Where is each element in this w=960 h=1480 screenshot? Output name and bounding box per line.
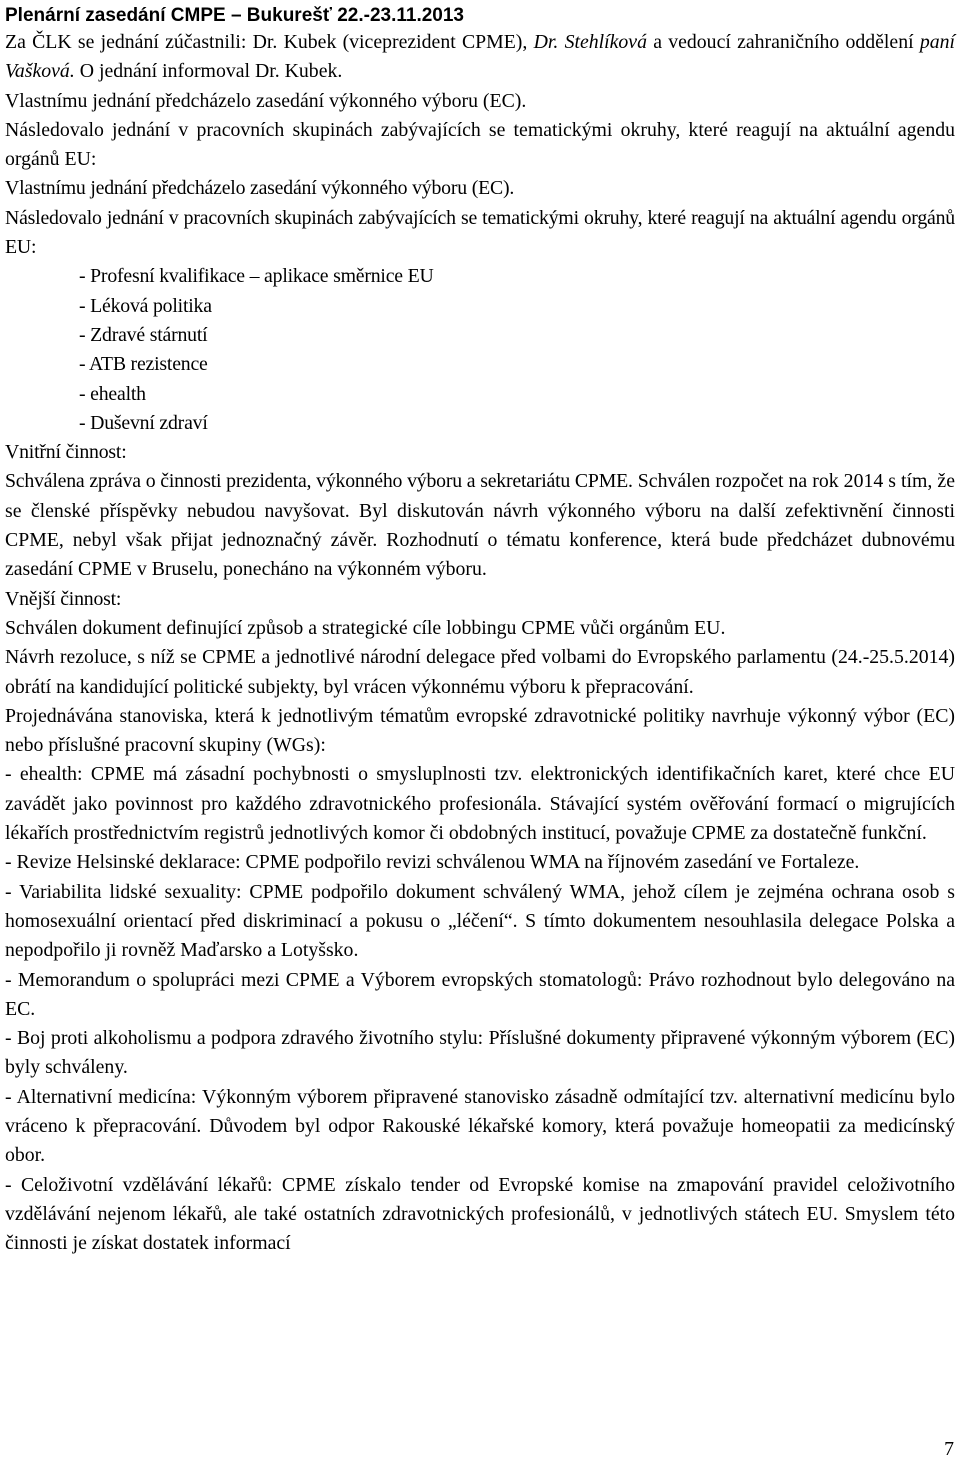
- working-groups-paragraph-1: Následovalo jednání v pracovních skupinách zabývajících se tematickými okruhy, které reagují na aktuální agendu orgánů EU:: [5, 118, 955, 171]
- list-item: - ehealth: [79, 382, 146, 405]
- preceding-paragraph-1: Vlastnímu jednání předcházelo zasedání výkonného výboru (EC).: [5, 89, 527, 112]
- document-page: [5, 0, 955, 1258]
- list-item: - Profesní kvalifikace – aplikace směrnice EU: [79, 265, 434, 288]
- list-item: - Zdravé stárnutí: [79, 323, 208, 346]
- page-title: Plenární zasedání CMPE – Bukurešť 22.-23.11.2013: [5, 5, 464, 26]
- list-item: - Memorandum o spolupráci mezi CPME a Výborem evropských stomatologů: Právo rozhodnout bylo delegováno na EC.: [5, 968, 955, 1020]
- list-item: - Alternativní medicína: Výkonným výborem připravené stanovisko zásadně odmítající tzv. alternativní medicínu bylo vráceno k přepracování. Důvodem byl odpor Rakouské lékařské komory, která považuje homeopatii za medicínský obor.: [5, 1085, 955, 1167]
- list-item: - ehealth: CPME má zásadní pochybnosti o smysluplnosti tzv. elektronických identifikačních karet, které chce EU zavádět jako povinnost pro každého zdravotnického profesionála. Stávající systém ověřování formací o migrujících lékařích prostřednictvím registrů jednotlivých komor či obdobných institucí, považuje CPME za dostatečně funkční.: [5, 763, 955, 845]
- intro-name-vaskova: paní Vašková.: [5, 31, 956, 83]
- intro-text-1: Za ČLK se jednání zúčastnili: Dr. Kubek (viceprezident CPME),: [5, 31, 534, 53]
- internal-paragraph: [5, 467, 955, 584]
- external-paragraph-1: Schválen dokument definující způsob a strategické cíle lobbingu CPME vůči orgánům EU.: [5, 616, 726, 639]
- intro-text-3: O jednání informoval Dr. Kubek.: [74, 60, 343, 83]
- list-item: - Celoživotní vzdělávání lékařů: CPME získalo tender od Evropské komise na zmapování pravidel celoživotního vzdělávání nejenom lékařů, ale také ostatních zdravotnických profesionálů, v jednotlivých státech EU. Smyslem této činnosti je získat dostatek informací: [5, 1173, 955, 1255]
- list-item: - Boj proti alkoholismu a podpora zdravého životního stylu: Příslušné dokumenty připravené výkonným výborem (EC) byly schváleny.: [5, 1027, 955, 1079]
- page-number: 7: [944, 1438, 954, 1460]
- internal-text-1: Schválena zpráva o činnosti prezidenta, výkonného výboru a sekretariátu CPME.: [5, 470, 633, 493]
- intro-text-2: a vedoucí zahraničního oddělení: [646, 31, 920, 53]
- working-groups-paragraph-2: Následovalo jednání v pracovních skupinách zabývajících se tematickými okruhy, které reagují na aktuální agendu orgánů EU:: [5, 206, 955, 259]
- preceding-paragraph-2: Vlastnímu jednání předcházelo zasedání výkonného výboru (EC).: [5, 177, 515, 200]
- external-paragraph-3: Projednávána stanoviska, která k jednotlivým tématům evropské zdravotnické politiky navrhuje výkonný výbor (EC) nebo příslušné pracovní skupiny (WGs):: [5, 704, 955, 757]
- internal-heading: Vnitřní činnost:: [5, 441, 127, 464]
- topics-list: [5, 262, 955, 438]
- list-item: - Léková politika: [79, 294, 212, 317]
- list-item: - Duševní zdraví: [79, 411, 208, 434]
- list-item: - Revize Helsinské deklarace: CPME podpořilo revizi schválenou WMA na říjnovém zasedání ve Fortaleze.: [5, 851, 860, 874]
- external-heading: Vnější činnost:: [5, 587, 122, 610]
- external-paragraph-2: Návrh rezoluce, s níž se CPME a jednotlivé národní delegace před volbami do Evropského parlamentu (24.-25.5.2014) obrátí na kandidující politické subjekty, byl vrácen výkonnému výboru k přepracování.: [5, 646, 955, 698]
- list-item: - Variabilita lidské sexuality: CPME podpořilo dokument schválený WMA, jehož cílem je zejména ochrana osob s homosexuální orientací před diskriminací a pokusu o „léčení“. S tímto dokumentem nesouhlasila delegace Polska a nepodpořilo ji rovněž Maďarsko a Lotyšsko.: [5, 880, 955, 962]
- internal-text-2: Schválen rozpočet na rok 2014 s tím, že se členské příspěvky nebudou navyšovat. Byl diskutován návrh výkonného výboru na další zefektivnění činnosti CPME, nebyl však přijat jednoznačný závěr. Rozhodnutí o tématu konference, která bude předcházet dubnovému zasedání CPME v Bruselu, ponecháno na výkonném výboru.: [5, 470, 955, 581]
- intro-name-stehlikova: Dr. Stehlíková: [533, 31, 647, 53]
- list-item: - ATB rezistence: [79, 353, 208, 376]
- intro-paragraph: [5, 28, 955, 87]
